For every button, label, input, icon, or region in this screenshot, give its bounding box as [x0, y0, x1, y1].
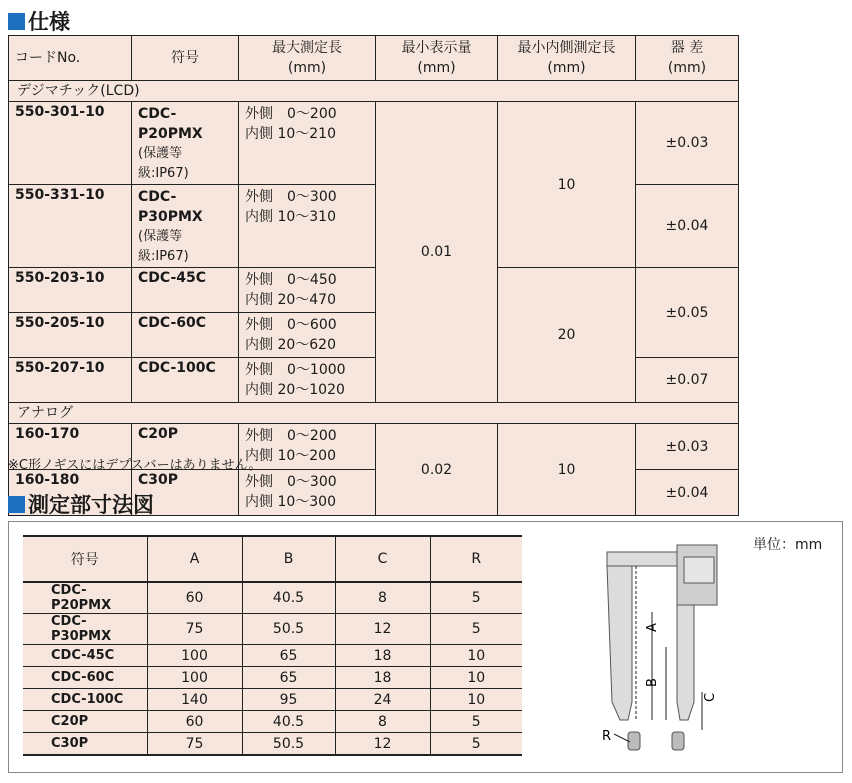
dim-value-cell: 10 — [430, 645, 522, 667]
dimensions-table — [23, 535, 522, 756]
dim-value-cell: 75 — [147, 733, 242, 756]
col-header-line: (mm) — [287, 60, 327, 76]
dim-value-cell: 60 — [147, 582, 242, 614]
footnote: ※C形ノギスにはデプスバーはありません。 — [8, 458, 262, 473]
dim-value-cell: 5 — [430, 582, 522, 614]
col-header — [9, 36, 132, 81]
dim-value-cell: 75 — [147, 614, 242, 645]
dim-value-cell: 140 — [147, 689, 242, 711]
dim-col-header: 符号 — [23, 536, 147, 582]
col-header-line: コードNo. — [15, 50, 81, 66]
dim-row — [23, 645, 522, 667]
col-header-line: (mm) — [667, 60, 707, 76]
label-r: R — [602, 729, 612, 744]
symbol-sub: (保護等級:IP67) — [138, 229, 189, 264]
col-header-line: 器 差 — [670, 40, 704, 56]
code-cell: 550-331-10 — [9, 185, 132, 268]
dim-value-cell: 5 — [430, 711, 522, 733]
symbol-cell: CDC-45C — [132, 268, 239, 313]
right-tip — [672, 732, 684, 750]
dim-symbol-cell: CDC-100C — [23, 689, 147, 711]
dim-body — [23, 582, 522, 755]
dimensions-heading-text: 測定部寸法図 — [28, 493, 154, 517]
symbol-cell: CDC-100C — [132, 358, 239, 403]
dim-value-cell: 100 — [147, 645, 242, 667]
dim-value-cell: 40.5 — [242, 711, 335, 733]
dim-value-cell: 10 — [430, 667, 522, 689]
dim-value-cell: 5 — [430, 733, 522, 756]
code-cell: 550-203-10 — [9, 268, 132, 313]
dim-row — [23, 614, 522, 645]
resolution-cell: 0.01 — [376, 102, 498, 403]
accuracy-cell: ±0.04 — [636, 185, 739, 268]
moving-jaw — [677, 605, 694, 720]
outer-range: 外側 0〜300 — [245, 474, 337, 490]
col-header-line: (mm) — [547, 60, 586, 76]
inner-range: 内側 10〜210 — [245, 126, 336, 142]
outer-range: 外側 0〜200 — [245, 428, 337, 444]
code-cell: 550-205-10 — [9, 313, 132, 358]
table-row — [9, 102, 739, 185]
dim-col-header: R — [430, 536, 522, 582]
range-cell — [239, 185, 376, 268]
dim-value-cell: 95 — [242, 689, 335, 711]
accuracy-cell: ±0.07 — [636, 358, 739, 403]
specs-heading-text: 仕様 — [28, 10, 70, 34]
col-header — [376, 36, 498, 81]
dim-symbol-cell: C30P — [23, 733, 147, 756]
dim-row — [23, 667, 522, 689]
col-header — [636, 36, 739, 81]
dim-value-cell: 40.5 — [242, 582, 335, 614]
inner-range: 内側 20〜620 — [245, 337, 336, 353]
col-header-line: 符号 — [171, 50, 199, 66]
resolution-cell: 0.02 — [376, 424, 498, 516]
dim-value-cell: 5 — [430, 614, 522, 645]
symbol-cell — [132, 185, 239, 268]
dim-value-cell: 65 — [242, 645, 335, 667]
inner-range: 内側 20〜1020 — [245, 382, 345, 398]
dim-row — [23, 711, 522, 733]
col-header — [132, 36, 239, 81]
code-cell: 550-301-10 — [9, 102, 132, 185]
symbol-sub: (保護等級:IP67) — [138, 146, 189, 181]
label-a: A — [645, 623, 660, 632]
dim-value-cell: 50.5 — [242, 733, 335, 756]
range-cell — [239, 268, 376, 313]
inner-range: 内側 10〜300 — [245, 494, 336, 510]
dim-value-cell: 8 — [335, 582, 430, 614]
dim-value-cell: 60 — [147, 711, 242, 733]
symbol-cell: CDC-60C — [132, 313, 239, 358]
col-header-line: 最大測定長 — [272, 40, 342, 56]
specs-heading — [8, 6, 70, 36]
dim-header-row — [23, 536, 522, 582]
inner-range: 内側 10〜310 — [245, 209, 336, 225]
dim-symbol-cell: CDC-P30PMX — [23, 614, 147, 645]
dim-value-cell: 24 — [335, 689, 430, 711]
heading-square-icon — [8, 496, 25, 513]
specs-table — [8, 35, 739, 516]
table-row — [9, 268, 739, 313]
slider-window — [684, 557, 714, 583]
accuracy-cell: ±0.03 — [636, 424, 739, 470]
range-cell — [239, 358, 376, 403]
symbol-cell: C30P — [132, 470, 239, 516]
category-label: アナログ — [9, 403, 739, 424]
category-label: デジマチック(LCD) — [9, 81, 739, 102]
symbol-cell: C20P — [132, 424, 239, 470]
dim-symbol-cell: C20P — [23, 711, 147, 733]
label-b: B — [645, 678, 660, 687]
symbol-cell — [132, 102, 239, 185]
dim-row — [23, 689, 522, 711]
dim-value-cell: 100 — [147, 667, 242, 689]
dim-value-cell: 12 — [335, 614, 430, 645]
dim-symbol-cell: CDC-45C — [23, 645, 147, 667]
min-inside-cell: 20 — [498, 268, 636, 403]
outer-range: 外側 0〜1000 — [245, 362, 346, 378]
col-header — [239, 36, 376, 81]
label-c: C — [703, 692, 718, 702]
dim-value-cell: 18 — [335, 645, 430, 667]
accuracy-cell: ±0.05 — [636, 268, 739, 358]
accuracy-cell: ±0.03 — [636, 102, 739, 185]
inner-range: 内側 20〜470 — [245, 292, 336, 308]
dim-value-cell: 18 — [335, 667, 430, 689]
left-tip — [628, 732, 640, 750]
min-inside-cell: 10 — [498, 424, 636, 516]
jaw-diagram — [574, 542, 734, 757]
code-cell: 160-180 — [9, 470, 132, 516]
outer-range: 外側 0〜300 — [245, 189, 337, 205]
dim-col-header: B — [242, 536, 335, 582]
dim-symbol-cell: CDC-P20PMX — [23, 582, 147, 614]
fixed-jaw — [607, 566, 632, 720]
dim-value-cell: 50.5 — [242, 614, 335, 645]
dim-symbol-cell: CDC-60C — [23, 667, 147, 689]
dim-value-cell: 10 — [430, 689, 522, 711]
dim-col-header: C — [335, 536, 430, 582]
min-inside-cell: 10 — [498, 102, 636, 268]
code-cell: 160-170 — [9, 424, 132, 470]
accuracy-cell: ±0.04 — [636, 470, 739, 516]
specs-header-row — [9, 36, 739, 81]
dim-value-cell: 65 — [242, 667, 335, 689]
unit-label: 単位：mm — [753, 537, 823, 553]
dim-row — [23, 733, 522, 756]
dimensions-heading — [8, 489, 154, 519]
col-header-line: 最小内側測定長 — [517, 40, 616, 56]
range-cell — [239, 313, 376, 358]
col-header — [498, 36, 636, 81]
symbol-text: CDC-P30PMX — [138, 189, 203, 225]
code-cell: 550-207-10 — [9, 358, 132, 403]
dim-col-header: A — [147, 536, 242, 582]
heading-square-icon — [8, 13, 25, 30]
outer-range: 外側 0〜200 — [245, 106, 337, 122]
category-row — [9, 403, 739, 424]
dim-value-cell: 8 — [335, 711, 430, 733]
range-cell — [239, 470, 376, 516]
symbol-text: CDC-P20PMX — [138, 106, 203, 142]
category-row — [9, 81, 739, 102]
outer-range: 外側 0〜600 — [245, 317, 337, 333]
inner-range: 内側 10〜200 — [245, 448, 336, 464]
col-header-line: (mm) — [417, 60, 456, 76]
dim-row — [23, 582, 522, 614]
outer-range: 外側 0〜450 — [245, 272, 337, 288]
col-header-line: 最小表示量 — [401, 40, 472, 56]
dimensions-panel — [8, 521, 843, 773]
range-cell — [239, 102, 376, 185]
dim-value-cell: 12 — [335, 733, 430, 756]
